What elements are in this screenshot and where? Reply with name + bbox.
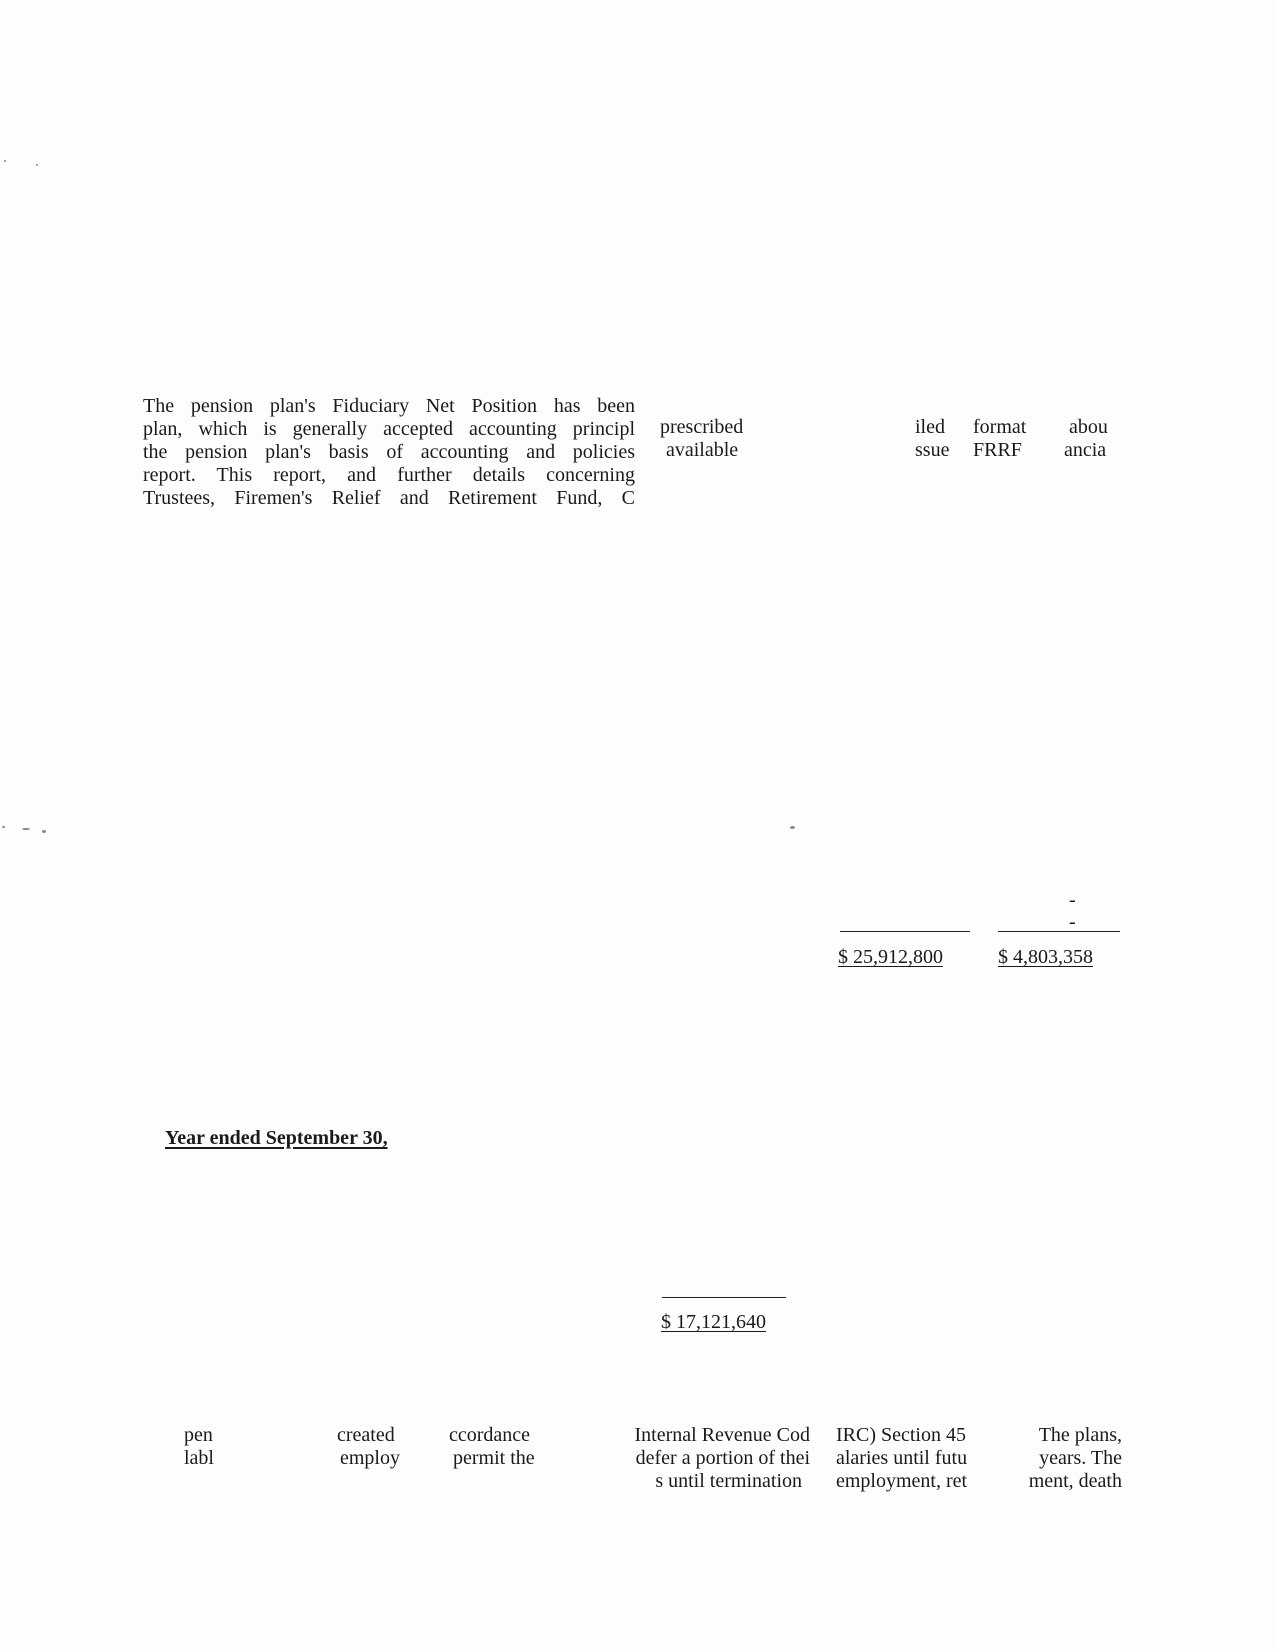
paragraph-fragment: IRC) Section 45 [836,1424,966,1446]
subtotal-rule [662,1297,786,1298]
paragraph-fragment: available [666,439,739,461]
dash-mark: - [1069,911,1076,933]
paragraph-fragment: employ [340,1447,400,1469]
paragraph-fragment: alaries until futu [836,1447,968,1469]
paragraph-fragment: ccordance [449,1424,531,1446]
scan-speck [2,826,5,828]
paragraph-line: Trustees, Firemen's Relief and Retirement Fund, C [143,487,635,509]
dash-mark: - [1069,889,1076,911]
paragraph-line: plan, which is generally accepted accounting principl [143,418,635,440]
total-amount: $ 17,121,640 [661,1311,766,1333]
paragraph-fragment: prescribed [660,416,744,438]
scan-speck [42,830,46,833]
paragraph-fragment: labl [184,1447,214,1469]
paragraph-line: the pension plan's basis of accounting and policies [143,441,635,463]
paragraph-fragment: s until termination [655,1470,802,1492]
paragraph-fragment: abou [1069,416,1108,438]
paragraph-fragment: The plans, [1038,1424,1122,1446]
paragraph-fragment: Internal Revenue Cod [634,1424,810,1446]
subtotal-rule [840,931,970,932]
total-amount: $ 25,912,800 [838,946,943,968]
paragraph-fragment: ment, death [1028,1470,1122,1492]
scan-speck [790,826,795,829]
paragraph-fragment: FRRF [973,439,1022,461]
total-amount: $ 4,803,358 [998,946,1093,968]
section-heading: Year ended September 30, [165,1127,388,1149]
scan-speck [22,828,30,830]
scan-speck [4,160,6,162]
paragraph-fragment: defer a portion of thei [635,1447,810,1469]
paragraph-fragment: permit the [453,1447,535,1469]
paragraph-fragment: created [337,1424,395,1446]
paragraph-fragment: employment, ret [836,1470,968,1492]
scan-speck [36,164,38,166]
paragraph-fragment: ancia [1064,439,1107,461]
paragraph-fragment: ssue [915,439,950,461]
paragraph-line: report. This report, and further details concerning [143,464,635,486]
paragraph-fragment: format [973,416,1027,438]
paragraph-fragment: iled [915,416,945,438]
paragraph-fragment: years. The [1039,1447,1122,1469]
paragraph-fragment: pen [184,1424,213,1446]
paragraph-line: The pension plan's Fiduciary Net Position has been [143,395,635,417]
subtotal-rule [998,931,1120,932]
